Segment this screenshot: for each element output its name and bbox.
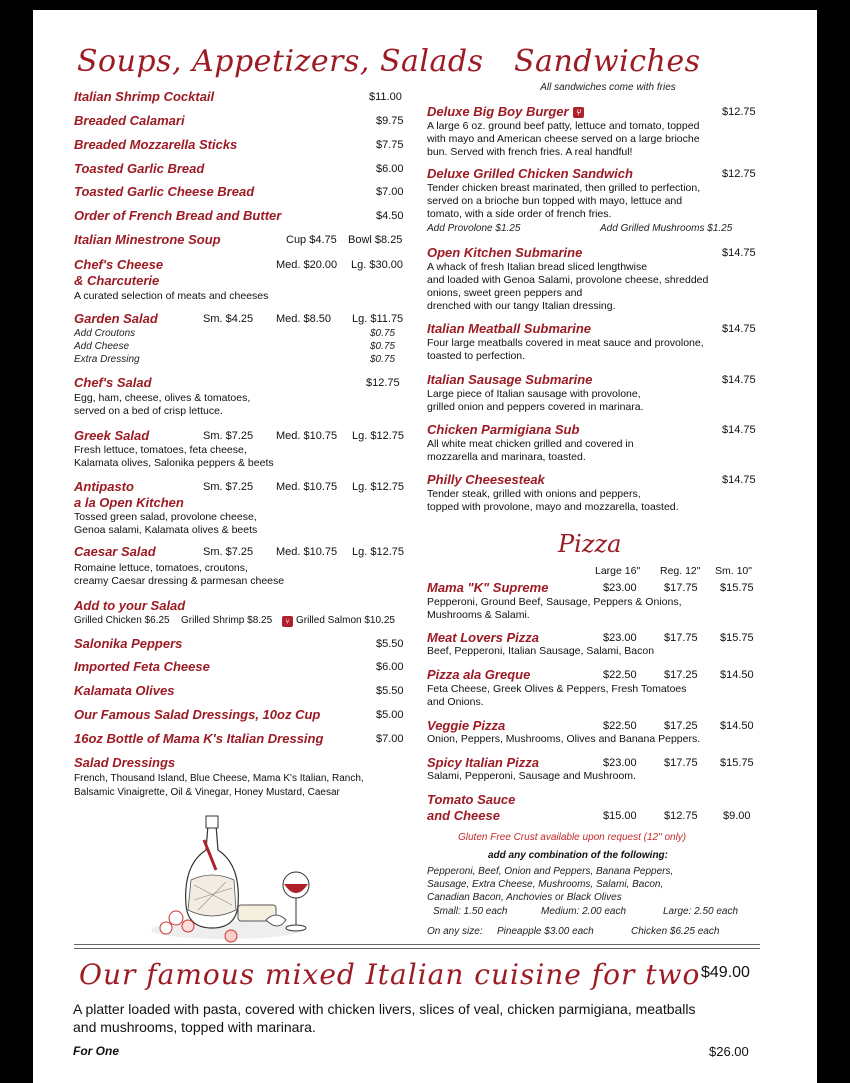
item-garlic-bread: Toasted Garlic Bread	[74, 161, 205, 176]
item-salad-dressing-cup: Our Famous Salad Dressings, 10oz Cup	[74, 707, 321, 722]
price-veggie-lg: $22.50	[603, 720, 637, 732]
combo-line-1: Pepperoni, Beef, Onion and Peppers, Banana Peppers,	[427, 866, 674, 877]
item-french-bread: Order of French Bread and Butter	[74, 208, 282, 223]
desc-mama-k-2: Mushrooms & Salami.	[427, 609, 530, 621]
item-greek-salad: Greek Salad	[74, 428, 150, 443]
pizza-tomato-sauce-line2: and Cheese	[427, 808, 500, 823]
big-boy-burger-label: Deluxe Big Boy Burger	[427, 104, 569, 119]
combo-line-3: Canadian Bacon, Anchovies or Black Olives	[427, 892, 622, 903]
for-one-price: $26.00	[709, 1044, 749, 1059]
price-greque-lg: $22.50	[603, 669, 637, 681]
item-shrimp-cocktail: Italian Shrimp Cocktail	[74, 89, 215, 104]
desc-antipasto-2: Genoa salami, Kalamata olives & beets	[74, 524, 258, 536]
desc-ok-sub-2: and loaded with Genoa Salami, provolone cheese, shredded	[427, 274, 709, 286]
desc-greek-2: Kalamata olives, Salonika peppers & beets	[74, 457, 274, 469]
price-meat-lovers-lg: $23.00	[603, 632, 637, 644]
price-salonika-peppers: $5.50	[376, 638, 404, 650]
desc-meatball-1: Four large meatballs covered in meat sauce and provolone,	[427, 337, 704, 349]
price-charcuterie-lg: Lg. $30.00	[351, 259, 403, 271]
price-antipasto-med: Med. $10.75	[276, 481, 338, 493]
size-regular: Reg. 12"	[660, 565, 701, 577]
combo-large-price: Large: 2.50 each	[663, 906, 739, 917]
item-add-to-salad: Add to your Salad	[74, 598, 186, 613]
desc-chefs-salad-2: served on a bed of crisp lettuce.	[74, 405, 223, 417]
item-caesar-salad: Caesar Salad	[74, 544, 156, 559]
desc-veggie: Onion, Peppers, Mushrooms, Olives and Banana Peppers.	[427, 733, 701, 745]
item-meatball-sub: Italian Meatball Submarine	[427, 321, 591, 336]
item-salad-dressings: Salad Dressings	[74, 755, 176, 770]
price-salad-dressing-cup: $5.00	[376, 709, 404, 721]
wine-illustration	[146, 810, 326, 945]
addon-cheese: Add Cheese	[74, 341, 130, 352]
desc-ok-sub-1: A whack of fresh Italian bread sliced lengthwise	[427, 261, 648, 273]
price-chefs-salad: $12.75	[366, 377, 400, 389]
item-antipasto-line2: a la Open Kitchen	[74, 495, 184, 510]
desc-burger-3: bun. Served with french fries. A real handful!	[427, 146, 633, 158]
pizza-mama-k-supreme: Mama "K" Supreme	[427, 580, 549, 595]
price-meatball-sub: $14.75	[722, 323, 756, 335]
addon-grilled-shrimp: Grilled Shrimp $8.25	[181, 615, 273, 626]
item-mozzarella-sticks: Breaded Mozzarella Sticks	[74, 137, 238, 152]
desc-meatball-2: toasted to perfection.	[427, 350, 526, 362]
desc-dressings-1: French, Thousand Island, Blue Cheese, Mama K's Italian, Ranch,	[74, 773, 364, 784]
pizza-tomato-sauce: Tomato Sauce	[427, 792, 516, 807]
price-greque-reg: $17.25	[664, 669, 698, 681]
addon-croutons: Add Croutons	[74, 328, 136, 339]
size-small: Sm. 10"	[715, 565, 752, 577]
price-french-bread: $4.50	[376, 210, 404, 222]
price-grilled-chicken-sandwich: $12.75	[722, 168, 756, 180]
price-antipasto-lg: Lg. $12.75	[352, 481, 404, 493]
desc-ok-sub-4: drenched with our tangy Italian dressing.	[427, 300, 616, 312]
desc-sausage-2: grilled onion and peppers covered in marinara.	[427, 401, 644, 413]
item-calamari: Breaded Calamari	[74, 113, 185, 128]
chicken-topping-price: Chicken $6.25 each	[631, 926, 720, 937]
combo-line-2: Sausage, Extra Cheese, Mushrooms, Salami, Bacon,	[427, 879, 664, 890]
price-open-kitchen-sub: $14.75	[722, 247, 756, 259]
pizza-veggie: Veggie Pizza	[427, 718, 506, 733]
price-chicken-parm-sub: $14.75	[722, 424, 756, 436]
combo-small-price: Small: 1.50 each	[433, 906, 508, 917]
price-garlic-cheese-bread: $7.00	[376, 186, 404, 198]
price-charcuterie-med: Med. $20.00	[276, 259, 338, 271]
heading-sandwiches: Sandwiches	[514, 44, 701, 79]
price-tomato-reg: $12.75	[664, 810, 698, 822]
price-tomato-lg: $15.00	[603, 810, 637, 822]
desc-philly-1: Tender steak, grilled with onions and peppers,	[427, 488, 641, 500]
price-caesar-lg: Lg. $12.75	[352, 546, 404, 558]
desc-burger-2: with mayo and American cheese served on a large brioche	[427, 133, 700, 145]
price-antipasto-sm: Sm. $7.25	[203, 481, 254, 493]
price-philly-cheesesteak: $14.75	[722, 474, 756, 486]
price-spicy-sm: $15.75	[720, 757, 754, 769]
addon-provolone: Add Provolone $1.25	[427, 223, 521, 234]
desc-dressings-2: Balsamic Vinaigrette, Oil & Vinegar, Honey Mustard, Caesar	[74, 787, 340, 798]
price-mama-k-sm: $15.75	[720, 582, 754, 594]
price-spicy-lg: $23.00	[603, 757, 637, 769]
desc-parm-2: mozzarella and marinara, toasted.	[427, 451, 586, 463]
desc-greque-2: and Onions.	[427, 696, 484, 708]
price-greek-med: Med. $10.75	[276, 430, 338, 442]
platter-price: $49.00	[701, 964, 750, 981]
price-kalamata-olives: $5.50	[376, 685, 404, 697]
addon-grilled-salmon: Grilled Salmon $10.25	[296, 615, 395, 626]
desc-antipasto-1: Tossed green salad, provolone cheese,	[74, 511, 257, 523]
for-one-label: For One	[73, 1044, 120, 1058]
pineapple-price: Pineapple $3.00 each	[497, 926, 594, 937]
desc-ok-sub-3: onions, sweet green peppers and	[427, 287, 583, 299]
price-garden-med: Med. $8.50	[276, 313, 332, 325]
price-greek-sm: Sm. $7.25	[203, 430, 254, 442]
desc-chicken-2: served on a brioche bun topped with mayo, lettuce and	[427, 195, 683, 207]
desc-philly-2: topped with provolone, mayo and mozzarella, toasted.	[427, 501, 679, 513]
desc-caesar-1: Romaine lettuce, tomatoes, croutons,	[74, 562, 248, 574]
any-size-label: On any size:	[427, 926, 483, 937]
heading-pizza: Pizza	[558, 530, 622, 558]
price-garden-sm: Sm. $4.25	[203, 313, 254, 325]
item-minestrone: Italian Minestrone Soup	[74, 232, 221, 247]
price-feta-cheese: $6.00	[376, 661, 404, 673]
price-minestrone-bowl: Bowl $8.25	[348, 234, 403, 246]
item-feta-cheese: Imported Feta Cheese	[74, 659, 210, 674]
item-garden-salad: Garden Salad	[74, 311, 158, 326]
size-large: Large 16"	[595, 565, 641, 577]
price-tomato-sm: $9.00	[723, 810, 751, 822]
desc-chefs-salad-1: Egg, ham, cheese, olives & tomatoes,	[74, 392, 251, 404]
price-spicy-reg: $17.75	[664, 757, 698, 769]
price-calamari: $9.75	[376, 115, 404, 127]
price-meat-lovers-reg: $17.75	[664, 632, 698, 644]
item-garlic-cheese-bread: Toasted Garlic Cheese Bread	[74, 184, 255, 199]
price-mama-k-reg: $17.75	[664, 582, 698, 594]
desc-sausage-1: Large piece of Italian sausage with provolone,	[427, 388, 641, 400]
price-minestrone-cup: Cup $4.75	[286, 234, 337, 246]
price-garlic-bread: $6.00	[376, 163, 404, 175]
price-caesar-med: Med. $10.75	[276, 546, 338, 558]
price-meat-lovers-sm: $15.75	[720, 632, 754, 644]
pizza-spicy-italian: Spicy Italian Pizza	[427, 755, 539, 770]
addon-croutons-price: $0.75	[370, 328, 396, 339]
item-kalamata-olives: Kalamata Olives	[74, 683, 175, 698]
price-dressing-bottle: $7.00	[376, 733, 404, 745]
combo-title: add any combination of the following:	[488, 850, 668, 861]
item-sausage-sub: Italian Sausage Submarine	[427, 372, 593, 387]
desc-greek-1: Fresh lettuce, tomatoes, feta cheese,	[74, 444, 247, 456]
combo-medium-price: Medium: 2.00 each	[541, 906, 627, 917]
addon-grilled-mushrooms: Add Grilled Mushrooms $1.25	[600, 223, 733, 234]
desc-charcuterie: A curated selection of meats and cheeses	[74, 290, 269, 302]
desc-meat-lovers: Beef, Pepperoni, Italian Sausage, Salami, Bacon	[427, 645, 655, 657]
desc-chicken-3: tomato, with a side order of french fries.	[427, 208, 612, 220]
item-open-kitchen-sub: Open Kitchen Submarine	[427, 245, 583, 260]
item-chicken-parm-sub: Chicken Parmigiana Sub	[427, 422, 580, 437]
price-veggie-sm: $14.50	[720, 720, 754, 732]
platter-title: Our famous mixed Italian cuisine for two	[79, 958, 701, 991]
fork-knife-icon: ⑂	[573, 107, 584, 118]
desc-parm-1: All white meat chicken grilled and covered in	[427, 438, 634, 450]
price-mozzarella-sticks: $7.75	[376, 139, 404, 151]
desc-mama-k-1: Pepperoni, Ground Beef, Sausage, Peppers & Onions,	[427, 596, 682, 608]
platter-description: A platter loaded with pasta, covered with chicken livers, slices of veal, chicken parmigiana, meatballs and mushrooms, topped with marinara.	[73, 1001, 696, 1035]
addon-extra-dressing: Extra Dressing	[74, 354, 140, 365]
price-mama-k-lg: $23.00	[603, 582, 637, 594]
desc-chicken-1: Tender chicken breast marinated, then grilled to perfection,	[427, 182, 701, 194]
fork-knife-icon: ⑂	[282, 613, 293, 631]
item-philly-cheesesteak: Philly Cheesesteak	[427, 472, 545, 487]
divider-bottom	[74, 948, 760, 949]
pizza-meat-lovers: Meat Lovers Pizza	[427, 630, 539, 645]
desc-burger-1: A large 6 oz. ground beef patty, lettuce and tomato, topped	[427, 120, 700, 132]
item-charcuterie-line2: & Charcuterie	[74, 273, 160, 288]
heading-soups-appetizers-salads: Soups, Appetizers, Salads	[77, 44, 484, 79]
price-big-boy-burger: $12.75	[722, 106, 756, 118]
divider-top	[74, 944, 760, 945]
price-greek-lg: Lg. $12.75	[352, 430, 404, 442]
gluten-free-note: Gluten Free Crust available upon request (12" only)	[458, 832, 687, 843]
price-shrimp-cocktail: $11.00	[369, 91, 402, 103]
price-sausage-sub: $14.75	[722, 374, 756, 386]
sandwich-note: All sandwiches come with fries	[540, 82, 676, 93]
item-salonika-peppers: Salonika Peppers	[74, 636, 183, 651]
item-antipasto: Antipasto	[74, 479, 134, 494]
item-chefs-salad: Chef's Salad	[74, 375, 152, 390]
price-veggie-reg: $17.25	[664, 720, 698, 732]
desc-greque-1: Feta Cheese, Greek Olives & Peppers, Fresh Tomatoes	[427, 683, 687, 695]
price-caesar-sm: Sm. $7.25	[203, 546, 254, 558]
item-dressing-bottle: 16oz Bottle of Mama K's Italian Dressing	[74, 731, 324, 746]
addon-extra-dressing-price: $0.75	[370, 354, 396, 365]
addon-grilled-chicken: Grilled Chicken $6.25	[74, 615, 170, 626]
item-grilled-chicken-sandwich: Deluxe Grilled Chicken Sandwich	[427, 166, 633, 181]
price-greque-sm: $14.50	[720, 669, 754, 681]
desc-caesar-2: creamy Caesar dressing & parmesan cheese	[74, 575, 285, 587]
price-garden-lg: Lg. $11.75	[352, 313, 404, 325]
item-big-boy-burger	[427, 104, 584, 119]
pizza-ala-greque: Pizza ala Greque	[427, 667, 531, 682]
desc-spicy: Salami, Pepperoni, Sausage and Mushroom.	[427, 770, 636, 782]
menu-page	[33, 10, 817, 1083]
addon-cheese-price: $0.75	[370, 341, 396, 352]
item-charcuterie: Chef's Cheese	[74, 257, 164, 272]
